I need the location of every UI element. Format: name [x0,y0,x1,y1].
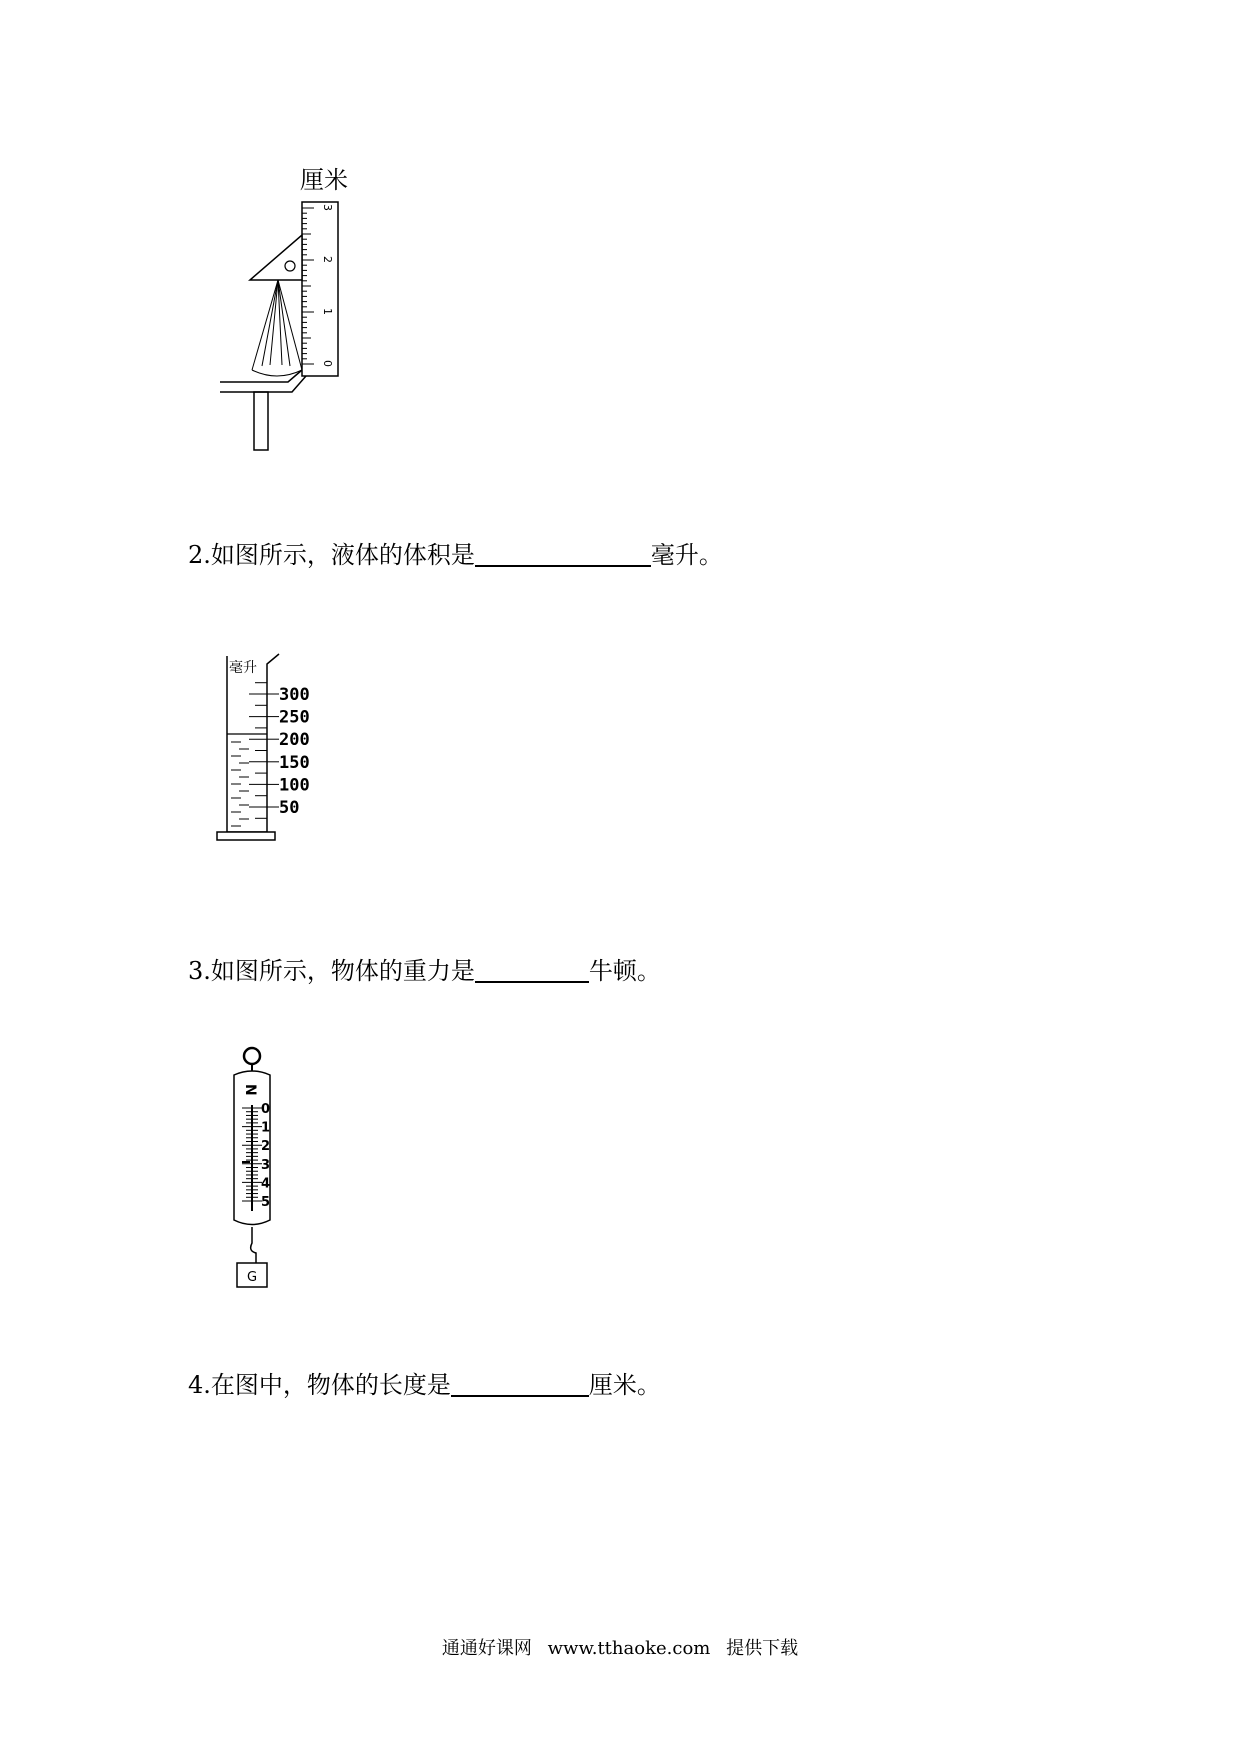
question-2 [188,540,723,570]
cylinder-scale-label: 300 [279,685,310,705]
question-3-unit: 牛顿。 [588,957,661,985]
scale-hook [251,1227,256,1263]
set-square [250,235,302,280]
ruler-tick-label: 2 [321,256,334,263]
question-3-number: 3. [188,957,211,985]
question-4-number: 4. [188,1371,211,1399]
cylinder-scale-label: 200 [279,730,310,751]
page-footer [0,1634,1240,1660]
question-2-text: 如图所示，液体的体积是 [210,541,475,569]
scale-label: 2 [261,1139,271,1155]
ruler-unit-label: 厘米 [300,166,348,194]
scale-ring [244,1048,260,1064]
cylinder-outline [227,654,279,832]
figure-cone-ruler [220,160,360,460]
measuring-cylinder-svg [205,652,335,852]
figure-measuring-cylinder [205,652,335,852]
scale-label: 1 [261,1120,271,1136]
weight-label: G [246,1270,258,1285]
cylinder-scale-label: 50 [279,798,300,818]
scale-unit-label: N [242,1084,258,1096]
question-4-unit: 厘米。 [588,1371,661,1399]
cylinder-scale-label: 250 [279,707,310,728]
footer-site-name: 通通好课网 [441,1638,532,1659]
footer-url[interactable]: www.tthaoke.com [547,1638,711,1659]
figure-spring-scale [228,1045,308,1305]
scale-label: 0 [261,1102,271,1117]
scale-label: 4 [261,1176,271,1192]
cylinder-unit-label: 毫升 [229,660,257,676]
ruler-tick-label: 1 [321,308,334,315]
cylinder-scale-labels [279,685,310,818]
question-4 [188,1370,661,1400]
cylinder-base [217,832,275,840]
answer-blank-4[interactable] [451,1371,589,1397]
question-3-text: 如图所示，物体的重力是 [210,957,475,985]
cone-ruler-svg [220,160,360,460]
answer-blank-2[interactable] [475,541,651,567]
question-3 [188,956,661,986]
scale-label: 5 [261,1195,271,1210]
liquid-hatching [231,742,249,826]
question-2-number: 2. [188,541,211,569]
question-4-text: 在图中，物体的长度是 [210,1371,451,1399]
cylinder-scale-label: 100 [279,775,310,796]
ruler-tick-label: 0 [321,360,334,367]
table [220,370,306,450]
cylinder-ticks [249,683,279,819]
footer-suffix: 提供下载 [726,1638,799,1659]
vertical-ruler [302,202,338,376]
ruler-tick-label: 3 [321,204,334,211]
scale-label: 3 [261,1157,271,1173]
answer-blank-3[interactable] [475,957,589,983]
cylinder-scale-label: 150 [279,752,310,773]
question-2-unit: 毫升。 [650,541,723,569]
spring-scale-svg [228,1045,308,1305]
cone [252,280,302,376]
